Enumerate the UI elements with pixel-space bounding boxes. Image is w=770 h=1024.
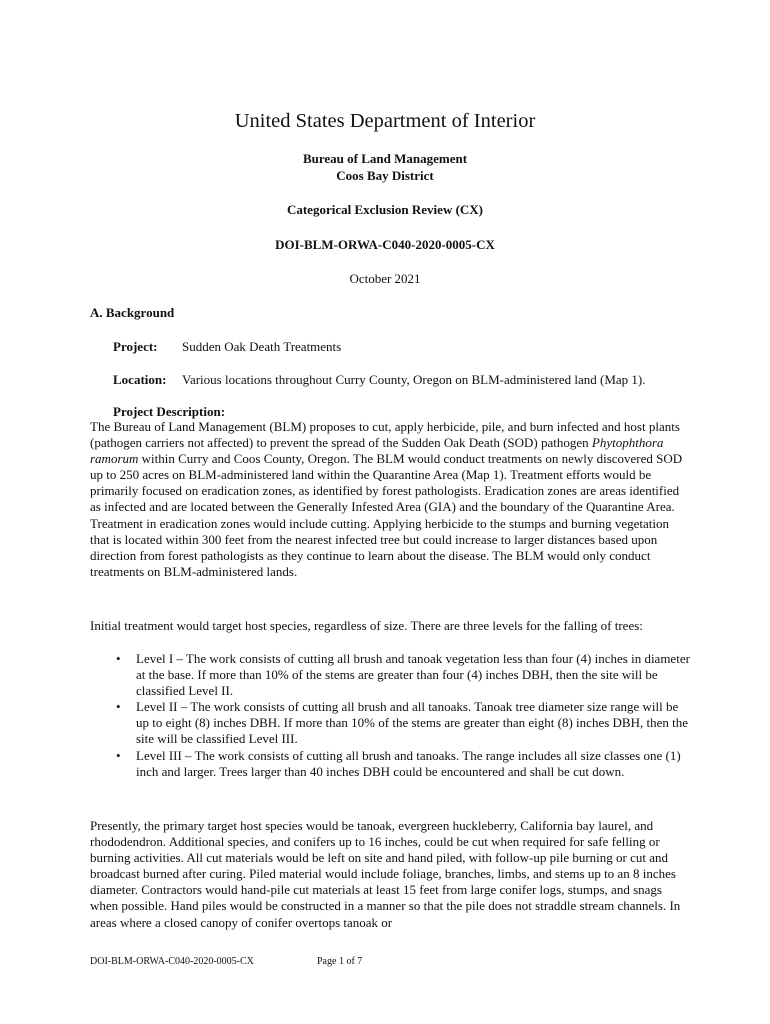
level-text: Level II – The work consists of cutting all brush and all tanoaks. Tanoak tree diameter size range will be up to eight (8) inches DBH. If more than 10% of the stems are greater than eight (8) inches DBH, then the site will be classified Level III.: [136, 699, 688, 747]
footer-document-id: DOI-BLM-ORWA-C040-2020-0005-CX: [90, 956, 254, 967]
description-p1-before: The Bureau of Land Management (BLM) proposes to cut, apply herbicide, pile, and burn infected and host plants (pathogen carriers not affected) to prevent the spread of the Sudden Oak Death (SOD) pathogen: [90, 419, 680, 451]
district-name: Coos Bay District: [336, 168, 434, 183]
description-p1-after: within Curry and Coos County, Oregon. The BLM would conduct treatments on newly discovered SOD up to 250 acres on BLM-administered land within the Quarantine Area (Map 1). Treatment efforts would be primarily focused on eradication zones, as identified by forest pathologists. Eradication zones are areas identified as infected and are located between the Generally Infested Area (GIA) and the boundary of the Quarantine Area. Treatment in eradication zones would include cutting. Applying herbicide to the stumps and burning vegetation that is located within 300 feet from the nearest infected tree but could increase to larger distances based upon direction from forest pathologists as they continue to learn about the disease. The BLM would only conduct treatments on BLM-administered lands.: [90, 451, 683, 579]
pathogen-name: Phytophthora ramorum: [90, 435, 664, 467]
bullet-icon: •: [116, 699, 121, 715]
list-item: [90, 699, 690, 747]
document-id: DOI-BLM-ORWA-C040-2020-0005-CX: [275, 237, 495, 252]
level-text: Level III – The work consists of cutting all brush and tanoaks. The range includes all size classes one (1) inch and larger. Trees larger than 40 inches DBH could be encountered and shall be cut down.: [136, 747, 681, 779]
levels-list: [90, 651, 690, 780]
page-title: United States Department of Interior: [234, 110, 536, 132]
list-item: [90, 651, 690, 699]
level-text: Level I – The work consists of cutting all brush and tanoak vegetation less than four (4) inches in diameter at the base. If more than 10% of the stems are greater than four (4) inches DBH, then the site will be classified Level II.: [136, 651, 690, 699]
project-value: Sudden Oak Death Treatments: [182, 339, 342, 354]
description-paragraph-3: Presently, the primary target host species would be tanoak, evergreen huckleberry, California bay laurel, and rhododendron. Additional species, and conifers up to 16 inches, could be cut when required for safe felling or burning activities. All cut materials would be left on site and hand piled, with follow-up pile burning or cut and broadcast burned after curing. Piled material would include foliage, branches, limbs, and stems up to an 8 inches diameter. Contractors would hand-pile cut materials at least 15 feet from large conifer logs, stumps, and snags when possible. Hand piles would be constructed in a manner so that the pile does not straddle stream channels. In areas where a closed canopy of conifer overtops tanoak or: [90, 818, 681, 930]
bullet-icon: •: [116, 747, 121, 763]
list-item: [90, 748, 690, 780]
bureau-name: Bureau of Land Management: [302, 151, 468, 166]
document-date: October 2021: [349, 271, 421, 286]
review-type: Categorical Exclusion Review (CX): [286, 202, 484, 217]
page-number: Page 1 of 7: [317, 956, 363, 967]
project-label: Project:: [113, 339, 158, 354]
description-paragraph-2: Initial treatment would target host species, regardless of size. There are three levels for the falling of trees:: [90, 618, 643, 633]
section-heading: A. Background: [90, 305, 175, 320]
location-label: Location:: [113, 372, 167, 387]
bullet-icon: •: [116, 651, 121, 666]
description-label: Project Description:: [113, 404, 226, 419]
description-paragraph-1: [90, 419, 690, 580]
location-value: Various locations throughout Curry County, Oregon on BLM-administered land (Map 1).: [182, 372, 646, 387]
